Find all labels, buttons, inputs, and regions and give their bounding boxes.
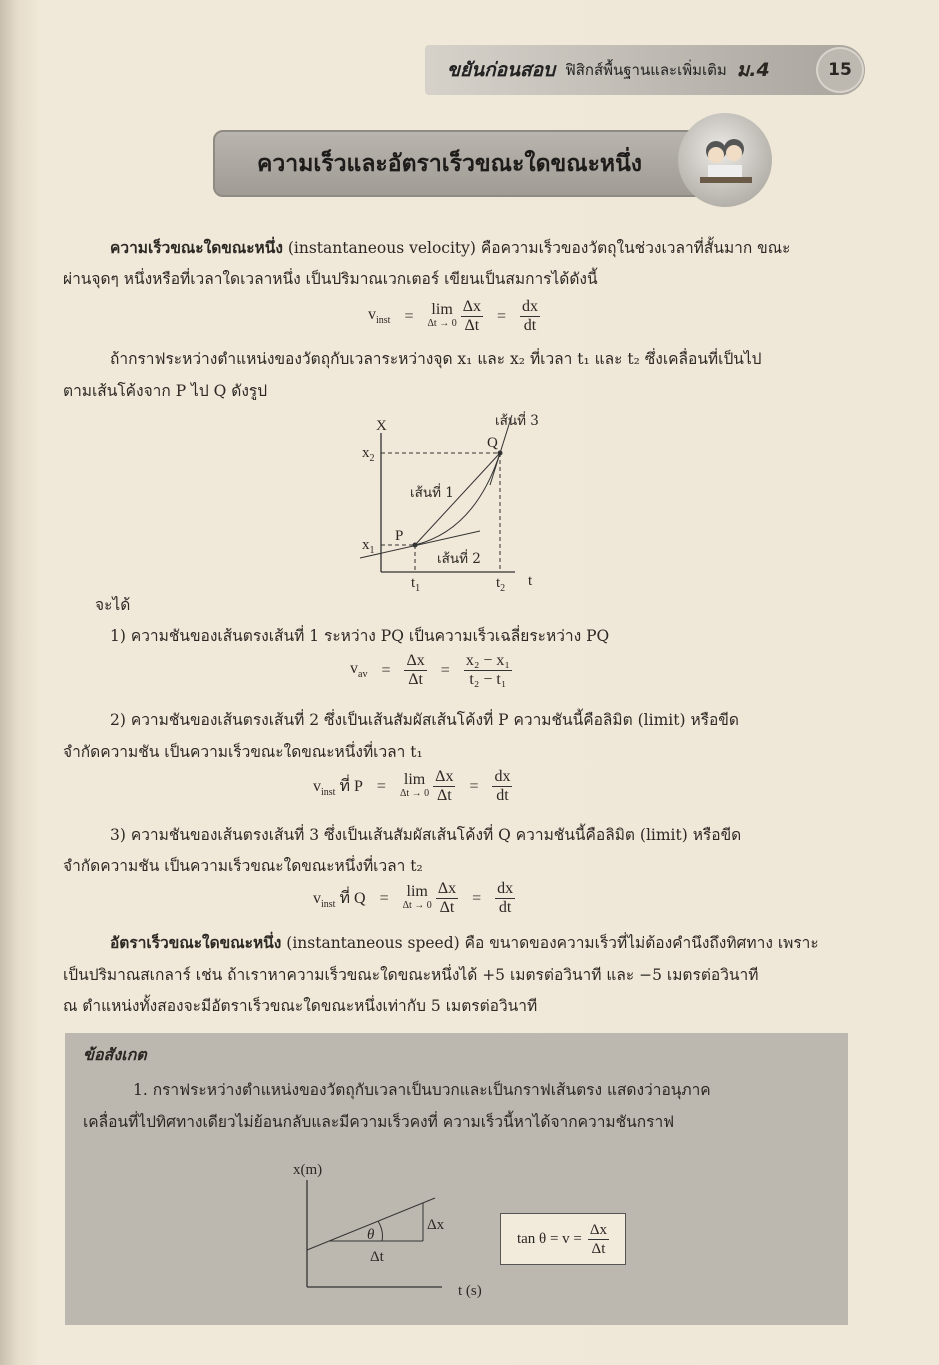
observation-line1: 1. กราฟระหว่างตำแหน่งของวัตถุกับเวลาเป็นบวกและเป็นกราฟเส้นตรง แสดงว่าอนุภาค: [133, 1081, 711, 1099]
svg-text:Δt: Δt: [370, 1249, 384, 1265]
svg-text:t (s): t (s): [458, 1283, 482, 1299]
svg-text:θ: θ: [367, 1227, 375, 1243]
lhs: $v_{inst}$: [368, 306, 391, 327]
term-instantaneous-velocity: ความเร็วขณะใดขณะหนึ่ง: [110, 239, 283, 257]
subject: ฟิสิกส์พื้นฐานและเพิ่มเติม: [565, 61, 727, 79]
svg-text:X: X: [376, 418, 387, 434]
item2-line1: 2) ความชันของเส้นตรงเส้นที่ 2 ซึ่งเป็นเส้นสัมผัสเส้นโค้งที่ P ความชันนี้คือลิมิต (limit) หรือขีด: [110, 711, 739, 729]
equation-vinst-at-p: $v_{inst}$ ที่ P = lim Δt → 0 $\frac{\Delta x}{\Delta t}$ = $\frac{dx}{dt}$: [313, 768, 511, 804]
para3-line3: ณ ตำแหน่งทั้งสองจะมีอัตราเร็วขณะใดขณะหนึ่งเท่ากับ 5 เมตรต่อวินาที: [63, 997, 538, 1015]
svg-text:เส้นที่ 3: เส้นที่ 3: [495, 413, 539, 429]
svg-text:Δx: Δx: [427, 1217, 445, 1233]
svg-text:t1: $t_1$: [411, 575, 421, 594]
equals: =: [404, 307, 414, 325]
result-label: จะได้: [95, 596, 131, 614]
svg-text:Q: Q: [487, 435, 498, 451]
position-time-curve-graph: [340, 405, 570, 595]
section-title: ความเร็วและอัตราเร็วขณะใดขณะหนึ่ง: [213, 130, 713, 197]
para2-line2: ตามเส้นโค้งจาก P ไป Q ดังรูป: [63, 382, 268, 400]
item2-line2: จำกัดความชัน เป็นความเร็วขณะใดขณะหนึ่งที่เวลา t₁: [63, 743, 423, 761]
svg-text:x(m): x(m): [293, 1162, 323, 1178]
text: (instantaneous velocity) คือความเร็วของวัตถุในช่วงเวลาที่สั้นมาก ขณะ: [282, 239, 791, 257]
observation-heading: ข้อสังเกต: [83, 1045, 147, 1064]
item3-line2: จำกัดความชัน เป็นความเร็วขณะใดขณะหนึ่งที่เวลา t₂: [63, 857, 423, 875]
equation-vinst: $v_{inst}$ = lim Δt → 0 $\frac{\Delta x}{\Delta t}$ = $\frac{dx}{dt}$: [368, 298, 539, 334]
item1: 1) ความชันของเส้นตรงเส้นที่ 1 ระหว่าง PQ เป็นความเร็วเฉลี่ยระหว่าง PQ: [110, 627, 610, 645]
svg-text:t: t: [528, 573, 533, 589]
book-title: ขยันก่อนสอบ: [447, 59, 556, 81]
svg-text:x1: $x_1$: [362, 537, 375, 556]
para3-line1: [110, 930, 819, 955]
svg-text:P: P: [395, 528, 404, 544]
svg-text:t2: $t_2$: [496, 575, 506, 594]
grade: ม.4: [736, 59, 770, 81]
svg-text:เส้นที่ 1: เส้นที่ 1: [410, 485, 454, 501]
equation-vav: $v_{av}$ = $\frac{\Delta x}{\Delta t}$ = $\frac{\text{x₂ − x₁}}{\text{t₂ − t₁}}$: [350, 652, 510, 688]
svg-text:เส้นที่ 2: เส้นที่ 2: [437, 551, 481, 567]
tan-lhs: tan θ = v =: [516, 1230, 582, 1247]
tan-formula-box: tan θ = v = $\frac{\Delta x}{\Delta t}$: [500, 1213, 626, 1265]
running-header: [425, 45, 865, 95]
page-number: 15: [816, 47, 864, 93]
text: (instantaneous speed) คือ ขนาดของความเร็วที่ไม่ต้องคำนึงถึงทิศทาง เพราะ: [281, 934, 819, 952]
equation-vinst-at-q: $v_{inst}$ ที่ Q = lim Δt → 0 $\frac{\Delta x}{\Delta t}$ = $\frac{dx}{dt}$: [313, 880, 514, 916]
observation-line2: เคลื่อนที่ไปทิศทางเดียวไม่ย้อนกลับและมีความเร็วคงที่ ความเร็วนี้หาได้จากความชันกราฟ: [83, 1113, 675, 1131]
para2-line1: ถ้ากราฟระหว่างตำแหน่งของวัตถุกับเวลาระหว่างจุด x₁ และ x₂ ที่เวลา t₁ และ t₂ ซึ่งเคลื่อนที่เป็นไป: [110, 350, 762, 368]
item3-line1: 3) ความชันของเส้นตรงเส้นที่ 3 ซึ่งเป็นเส้นสัมผัสเส้นโค้งที่ Q ความชันนี้คือลิมิต (limit) หรือขีด: [110, 826, 742, 844]
term-instantaneous-speed: อัตราเร็วขณะใดขณะหนึ่ง: [110, 934, 282, 952]
linear-position-time-graph: [270, 1155, 510, 1305]
derivative: $\frac{dx}{dt}$: [522, 298, 539, 334]
para1-line1: [110, 235, 791, 260]
students-illustration-icon: [678, 113, 772, 207]
para1-line2: ผ่านจุดๆ หนึ่งหรือที่เวลาใดเวลาหนึ่ง เป็นปริมาณเวกเตอร์ เขียนเป็นสมการได้ดังนี้: [63, 270, 598, 288]
para3-line2: เป็นปริมาณสเกลาร์ เช่น ถ้าเราหาความเร็วขณะใดขณะหนึ่งได้ +5 เมตรต่อวินาที และ −5 เมตรต่อวินาที: [63, 966, 759, 984]
svg-text:x2: $x_2$: [362, 445, 375, 464]
